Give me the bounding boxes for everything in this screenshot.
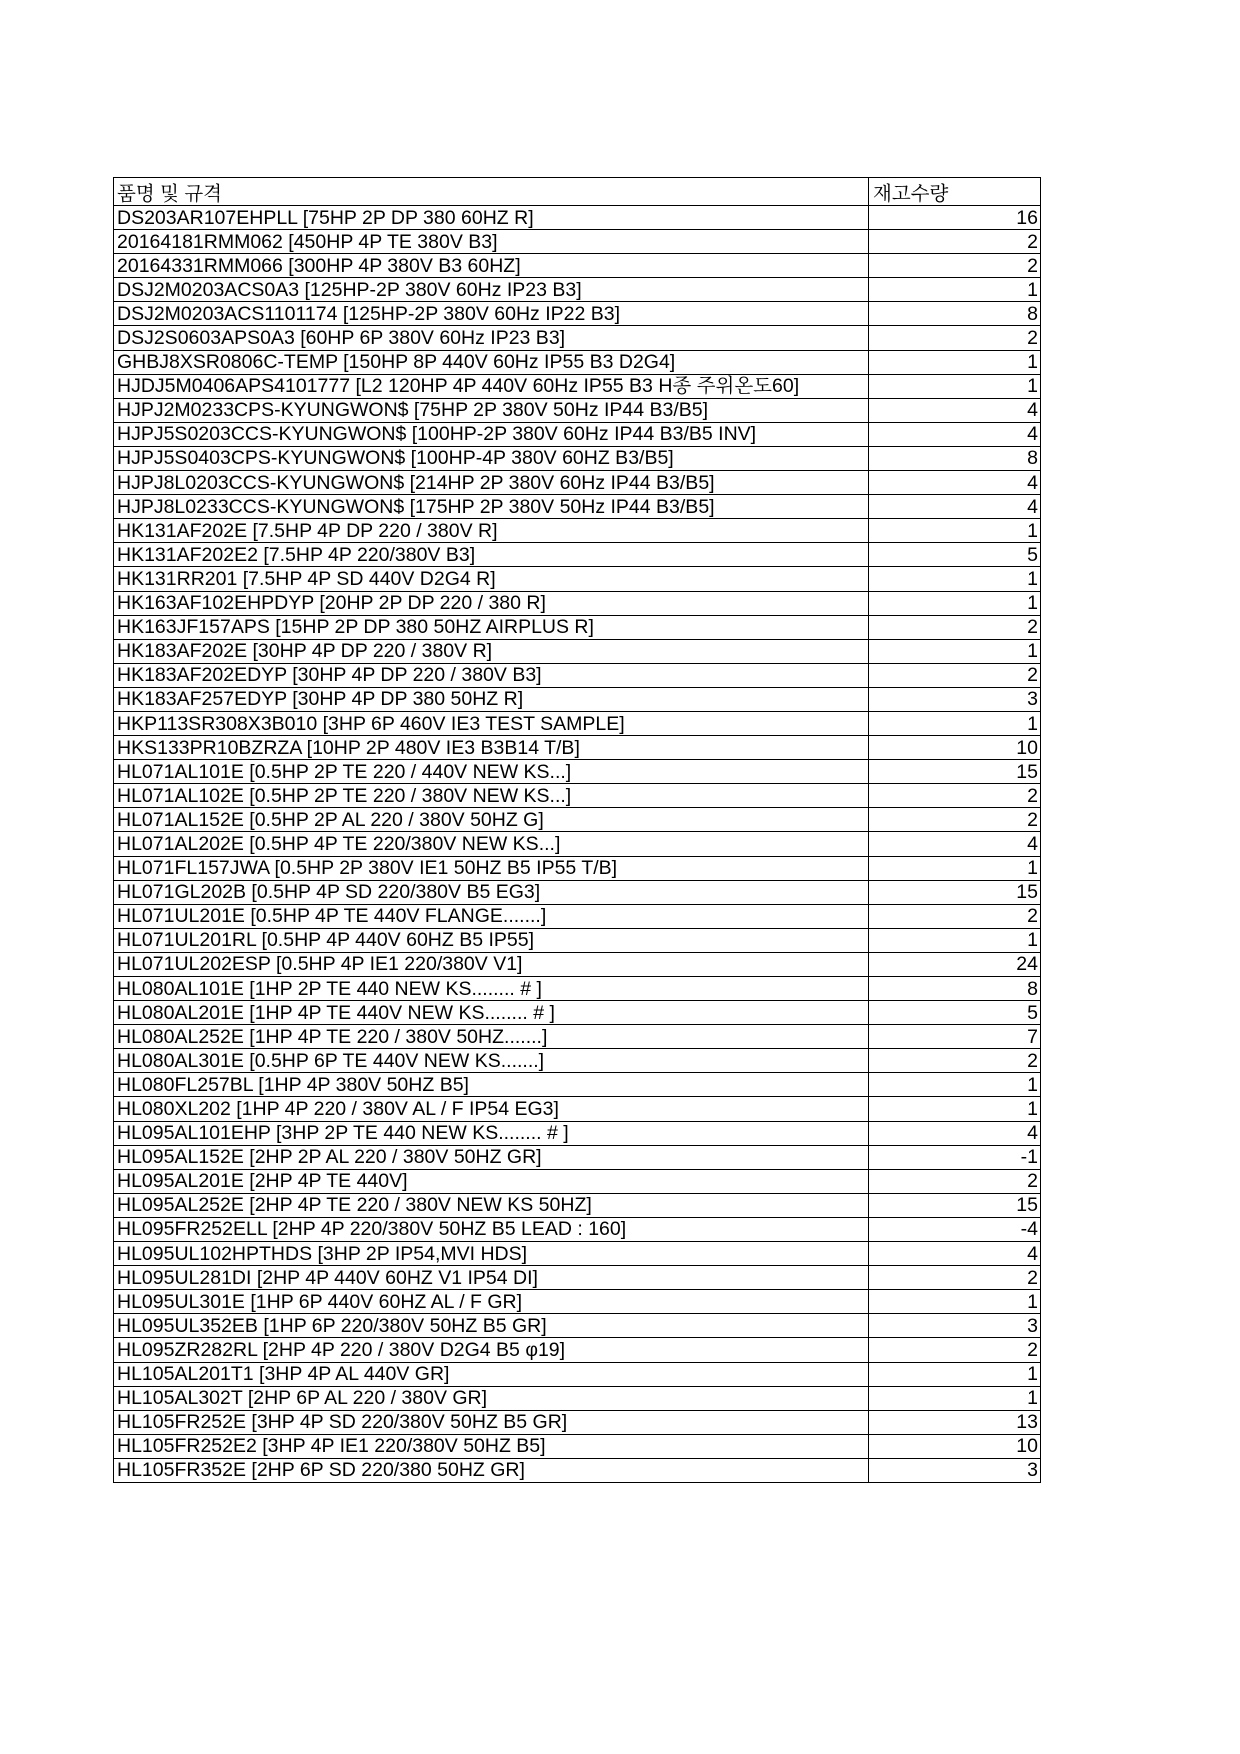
item-name-cell: HL095UL352EB [1HP 6P 220/380V 50HZ B5 GR] xyxy=(114,1314,869,1338)
table-row xyxy=(114,615,1041,639)
table-row xyxy=(114,1073,1041,1097)
item-name-cell: HJDJ5M0406APS4101777 [L2 120HP 4P 440V 60Hz IP55 B3 H종 주위온도60] xyxy=(114,374,869,398)
table-row xyxy=(114,1242,1041,1266)
table-row xyxy=(114,639,1041,663)
inventory-table-body xyxy=(114,178,1041,1483)
stock-qty-cell: 2 xyxy=(869,254,1041,278)
item-name-cell: HK131RR201 [7.5HP 4P SD 440V D2G4 R] xyxy=(114,567,869,591)
stock-qty-cell: 2 xyxy=(869,808,1041,832)
table-row xyxy=(114,760,1041,784)
item-name-cell: 20164331RMM066 [300HP 4P 380V B3 60HZ] xyxy=(114,254,869,278)
item-name-cell: HK131AF202E2 [7.5HP 4P 220/380V B3] xyxy=(114,543,869,567)
item-name-cell: HL105AL201T1 [3HP 4P AL 440V GR] xyxy=(114,1362,869,1386)
stock-qty-cell: 2 xyxy=(869,1266,1041,1290)
stock-qty-cell: 4 xyxy=(869,495,1041,519)
stock-qty-cell: 3 xyxy=(869,1458,1041,1482)
stock-qty-cell: 2 xyxy=(869,784,1041,808)
stock-qty-cell: 3 xyxy=(869,687,1041,711)
table-row xyxy=(114,446,1041,470)
header-row xyxy=(114,178,1041,206)
table-row xyxy=(114,1049,1041,1073)
item-name-cell: HK131AF202E [7.5HP 4P DP 220 / 380V R] xyxy=(114,519,869,543)
item-name-cell: HK183AF202EDYP [30HP 4P DP 220 / 380V B3] xyxy=(114,663,869,687)
table-row xyxy=(114,904,1041,928)
item-name-cell: HK163JF157APS [15HP 2P DP 380 50HZ AIRPLUS R] xyxy=(114,615,869,639)
table-row xyxy=(114,928,1041,952)
item-name-cell: GHBJ8XSR0806C-TEMP [150HP 8P 440V 60Hz IP55 B3 D2G4] xyxy=(114,350,869,374)
item-name-cell: HL095FR252ELL [2HP 4P 220/380V 50HZ B5 LEAD : 160] xyxy=(114,1217,869,1241)
table-row xyxy=(114,736,1041,760)
table-row xyxy=(114,1458,1041,1482)
item-name-cell: HL095UL281DI [2HP 4P 440V 60HZ V1 IP54 DI] xyxy=(114,1266,869,1290)
stock-qty-cell: 2 xyxy=(869,1169,1041,1193)
table-row xyxy=(114,952,1041,976)
table-row xyxy=(114,567,1041,591)
stock-qty-cell: 2 xyxy=(869,615,1041,639)
item-name-cell: HL105FR352E [2HP 6P SD 220/380 50HZ GR] xyxy=(114,1458,869,1482)
table-row xyxy=(114,591,1041,615)
item-name-cell: DSJ2M0203ACS0A3 [125HP-2P 380V 60Hz IP23 B3] xyxy=(114,278,869,302)
item-name-cell: HL095UL301E [1HP 6P 440V 60HZ AL / F GR] xyxy=(114,1290,869,1314)
stock-qty-cell: 1 xyxy=(869,1290,1041,1314)
stock-qty-cell: 8 xyxy=(869,977,1041,1001)
stock-qty-cell: 4 xyxy=(869,471,1041,495)
table-row xyxy=(114,1097,1041,1121)
table-row xyxy=(114,350,1041,374)
stock-qty-cell: 4 xyxy=(869,398,1041,422)
item-name-cell: HL095AL152E [2HP 2P AL 220 / 380V 50HZ GR] xyxy=(114,1145,869,1169)
table-row xyxy=(114,206,1041,230)
stock-qty-cell: 16 xyxy=(869,206,1041,230)
item-name-cell: HJPJ5S0403CPS-KYUNGWON$ [100HP-4P 380V 60HZ B3/B5] xyxy=(114,446,869,470)
item-name-cell: HL071FL157JWA [0.5HP 2P 380V IE1 50HZ B5 IP55 T/B] xyxy=(114,856,869,880)
stock-qty-cell: 2 xyxy=(869,904,1041,928)
stock-qty-cell: 4 xyxy=(869,832,1041,856)
stock-qty-cell: 13 xyxy=(869,1410,1041,1434)
table-row xyxy=(114,1145,1041,1169)
stock-qty-cell: 1 xyxy=(869,1073,1041,1097)
table-row xyxy=(114,1434,1041,1458)
item-name-cell: HL080AL101E [1HP 2P TE 440 NEW KS........ # ] xyxy=(114,977,869,1001)
stock-qty-cell: 2 xyxy=(869,1049,1041,1073)
table-row xyxy=(114,808,1041,832)
table-row xyxy=(114,1266,1041,1290)
table-row xyxy=(114,326,1041,350)
table-row xyxy=(114,1169,1041,1193)
table-row xyxy=(114,278,1041,302)
stock-qty-cell: -4 xyxy=(869,1217,1041,1241)
stock-qty-cell: 7 xyxy=(869,1025,1041,1049)
table-row xyxy=(114,687,1041,711)
table-row xyxy=(114,1410,1041,1434)
stock-qty-cell: 4 xyxy=(869,422,1041,446)
item-name-cell: HJPJ2M0233CPS-KYUNGWON$ [75HP 2P 380V 50Hz IP44 B3/B5] xyxy=(114,398,869,422)
stock-qty-cell: 1 xyxy=(869,278,1041,302)
table-row xyxy=(114,495,1041,519)
stock-qty-cell: 1 xyxy=(869,711,1041,735)
stock-qty-cell: -1 xyxy=(869,1145,1041,1169)
stock-qty-cell: 1 xyxy=(869,591,1041,615)
item-name-cell: HJPJ8L0233CCS-KYUNGWON$ [175HP 2P 380V 50Hz IP44 B3/B5] xyxy=(114,495,869,519)
item-name-cell: HL071UL201RL [0.5HP 4P 440V 60HZ B5 IP55] xyxy=(114,928,869,952)
table-row xyxy=(114,1001,1041,1025)
item-name-cell: HL071GL202B [0.5HP 4P SD 220/380V B5 EG3] xyxy=(114,880,869,904)
stock-qty-cell: 5 xyxy=(869,543,1041,567)
item-name-cell: HL080AL201E [1HP 4P TE 440V NEW KS........ # ] xyxy=(114,1001,869,1025)
stock-qty-cell: 15 xyxy=(869,1193,1041,1217)
item-name-cell: HL071UL202ESP [0.5HP 4P IE1 220/380V V1] xyxy=(114,952,869,976)
stock-qty-cell: 15 xyxy=(869,880,1041,904)
stock-qty-cell: 2 xyxy=(869,663,1041,687)
stock-qty-cell: 24 xyxy=(869,952,1041,976)
item-name-cell: HL071AL152E [0.5HP 2P AL 220 / 380V 50HZ G] xyxy=(114,808,869,832)
stock-qty-cell: 4 xyxy=(869,1121,1041,1145)
stock-qty-cell: 8 xyxy=(869,446,1041,470)
stock-qty-cell: 10 xyxy=(869,736,1041,760)
stock-qty-cell: 1 xyxy=(869,856,1041,880)
table-row xyxy=(114,374,1041,398)
item-name-cell: HL071UL201E [0.5HP 4P TE 440V FLANGE.......] xyxy=(114,904,869,928)
stock-qty-cell: 8 xyxy=(869,302,1041,326)
stock-qty-cell: 2 xyxy=(869,230,1041,254)
table-row xyxy=(114,519,1041,543)
header-stock-qty: 재고수량 xyxy=(869,178,1041,206)
item-name-cell: HL105FR252E2 [3HP 4P IE1 220/380V 50HZ B5] xyxy=(114,1434,869,1458)
stock-qty-cell: 1 xyxy=(869,1362,1041,1386)
stock-qty-cell: 1 xyxy=(869,928,1041,952)
item-name-cell: HKS133PR10BZRZA [10HP 2P 480V IE3 B3B14 T/B] xyxy=(114,736,869,760)
item-name-cell: HL095ZR282RL [2HP 4P 220 / 380V D2G4 B5 φ19] xyxy=(114,1338,869,1362)
table-row xyxy=(114,663,1041,687)
stock-qty-cell: 1 xyxy=(869,567,1041,591)
header-item-name: 품명 및 규격 xyxy=(114,178,869,206)
table-row xyxy=(114,1362,1041,1386)
item-name-cell: HL071AL202E [0.5HP 4P TE 220/380V NEW KS...] xyxy=(114,832,869,856)
table-row xyxy=(114,1025,1041,1049)
item-name-cell: HK183AF202E [30HP 4P DP 220 / 380V R] xyxy=(114,639,869,663)
table-row xyxy=(114,1290,1041,1314)
item-name-cell: HL105AL302T [2HP 6P AL 220 / 380V GR] xyxy=(114,1386,869,1410)
table-row xyxy=(114,471,1041,495)
table-row xyxy=(114,254,1041,278)
item-name-cell: HL071AL102E [0.5HP 2P TE 220 / 380V NEW KS...] xyxy=(114,784,869,808)
table-row xyxy=(114,784,1041,808)
table-row xyxy=(114,1314,1041,1338)
table-row xyxy=(114,880,1041,904)
item-name-cell: HKP113SR308X3B010 [3HP 6P 460V IE3 TEST SAMPLE] xyxy=(114,711,869,735)
item-name-cell: DSJ2S0603APS0A3 [60HP 6P 380V 60Hz IP23 B3] xyxy=(114,326,869,350)
inventory-table xyxy=(113,177,1041,1483)
stock-qty-cell: 3 xyxy=(869,1314,1041,1338)
stock-qty-cell: 1 xyxy=(869,519,1041,543)
table-row xyxy=(114,832,1041,856)
item-name-cell: HJPJ8L0203CCS-KYUNGWON$ [214HP 2P 380V 60Hz IP44 B3/B5] xyxy=(114,471,869,495)
stock-qty-cell: 5 xyxy=(869,1001,1041,1025)
item-name-cell: HK163AF102EHPDYP [20HP 2P DP 220 / 380 R] xyxy=(114,591,869,615)
stock-qty-cell: 1 xyxy=(869,1097,1041,1121)
table-row xyxy=(114,422,1041,446)
item-name-cell: HL095AL101EHP [3HP 2P TE 440 NEW KS........ # ] xyxy=(114,1121,869,1145)
item-name-cell: DSJ2M0203ACS1101174 [125HP-2P 380V 60Hz IP22 B3] xyxy=(114,302,869,326)
item-name-cell: HL095UL102HPTHDS [3HP 2P IP54,MVI HDS] xyxy=(114,1242,869,1266)
stock-qty-cell: 10 xyxy=(869,1434,1041,1458)
item-name-cell: DS203AR107EHPLL [75HP 2P DP 380 60HZ R] xyxy=(114,206,869,230)
table-row xyxy=(114,977,1041,1001)
stock-qty-cell: 15 xyxy=(869,760,1041,784)
stock-qty-cell: 4 xyxy=(869,1242,1041,1266)
item-name-cell: HL080XL202 [1HP 4P 220 / 380V AL / F IP54 EG3] xyxy=(114,1097,869,1121)
table-row xyxy=(114,1338,1041,1362)
item-name-cell: HL080FL257BL [1HP 4P 380V 50HZ B5] xyxy=(114,1073,869,1097)
stock-qty-cell: 2 xyxy=(869,326,1041,350)
stock-qty-cell: 1 xyxy=(869,350,1041,374)
stock-qty-cell: 2 xyxy=(869,1338,1041,1362)
table-row xyxy=(114,302,1041,326)
table-row xyxy=(114,398,1041,422)
item-name-cell: HL105FR252E [3HP 4P SD 220/380V 50HZ B5 GR] xyxy=(114,1410,869,1434)
item-name-cell: HK183AF257EDYP [30HP 4P DP 380 50HZ R] xyxy=(114,687,869,711)
table-row xyxy=(114,1193,1041,1217)
item-name-cell: HL071AL101E [0.5HP 2P TE 220 / 440V NEW KS...] xyxy=(114,760,869,784)
item-name-cell: HJPJ5S0203CCS-KYUNGWON$ [100HP-2P 380V 60Hz IP44 B3/B5 INV] xyxy=(114,422,869,446)
stock-qty-cell: 1 xyxy=(869,374,1041,398)
item-name-cell: 20164181RMM062 [450HP 4P TE 380V B3] xyxy=(114,230,869,254)
stock-qty-cell: 1 xyxy=(869,1386,1041,1410)
item-name-cell: HL095AL252E [2HP 4P TE 220 / 380V NEW KS 50HZ] xyxy=(114,1193,869,1217)
item-name-cell: HL095AL201E [2HP 4P TE 440V] xyxy=(114,1169,869,1193)
table-row xyxy=(114,543,1041,567)
table-row xyxy=(114,1386,1041,1410)
stock-qty-cell: 1 xyxy=(869,639,1041,663)
item-name-cell: HL080AL301E [0.5HP 6P TE 440V NEW KS.......] xyxy=(114,1049,869,1073)
table-row xyxy=(114,856,1041,880)
table-row xyxy=(114,1217,1041,1241)
table-row xyxy=(114,1121,1041,1145)
table-row xyxy=(114,711,1041,735)
table-row xyxy=(114,230,1041,254)
item-name-cell: HL080AL252E [1HP 4P TE 220 / 380V 50HZ.......] xyxy=(114,1025,869,1049)
